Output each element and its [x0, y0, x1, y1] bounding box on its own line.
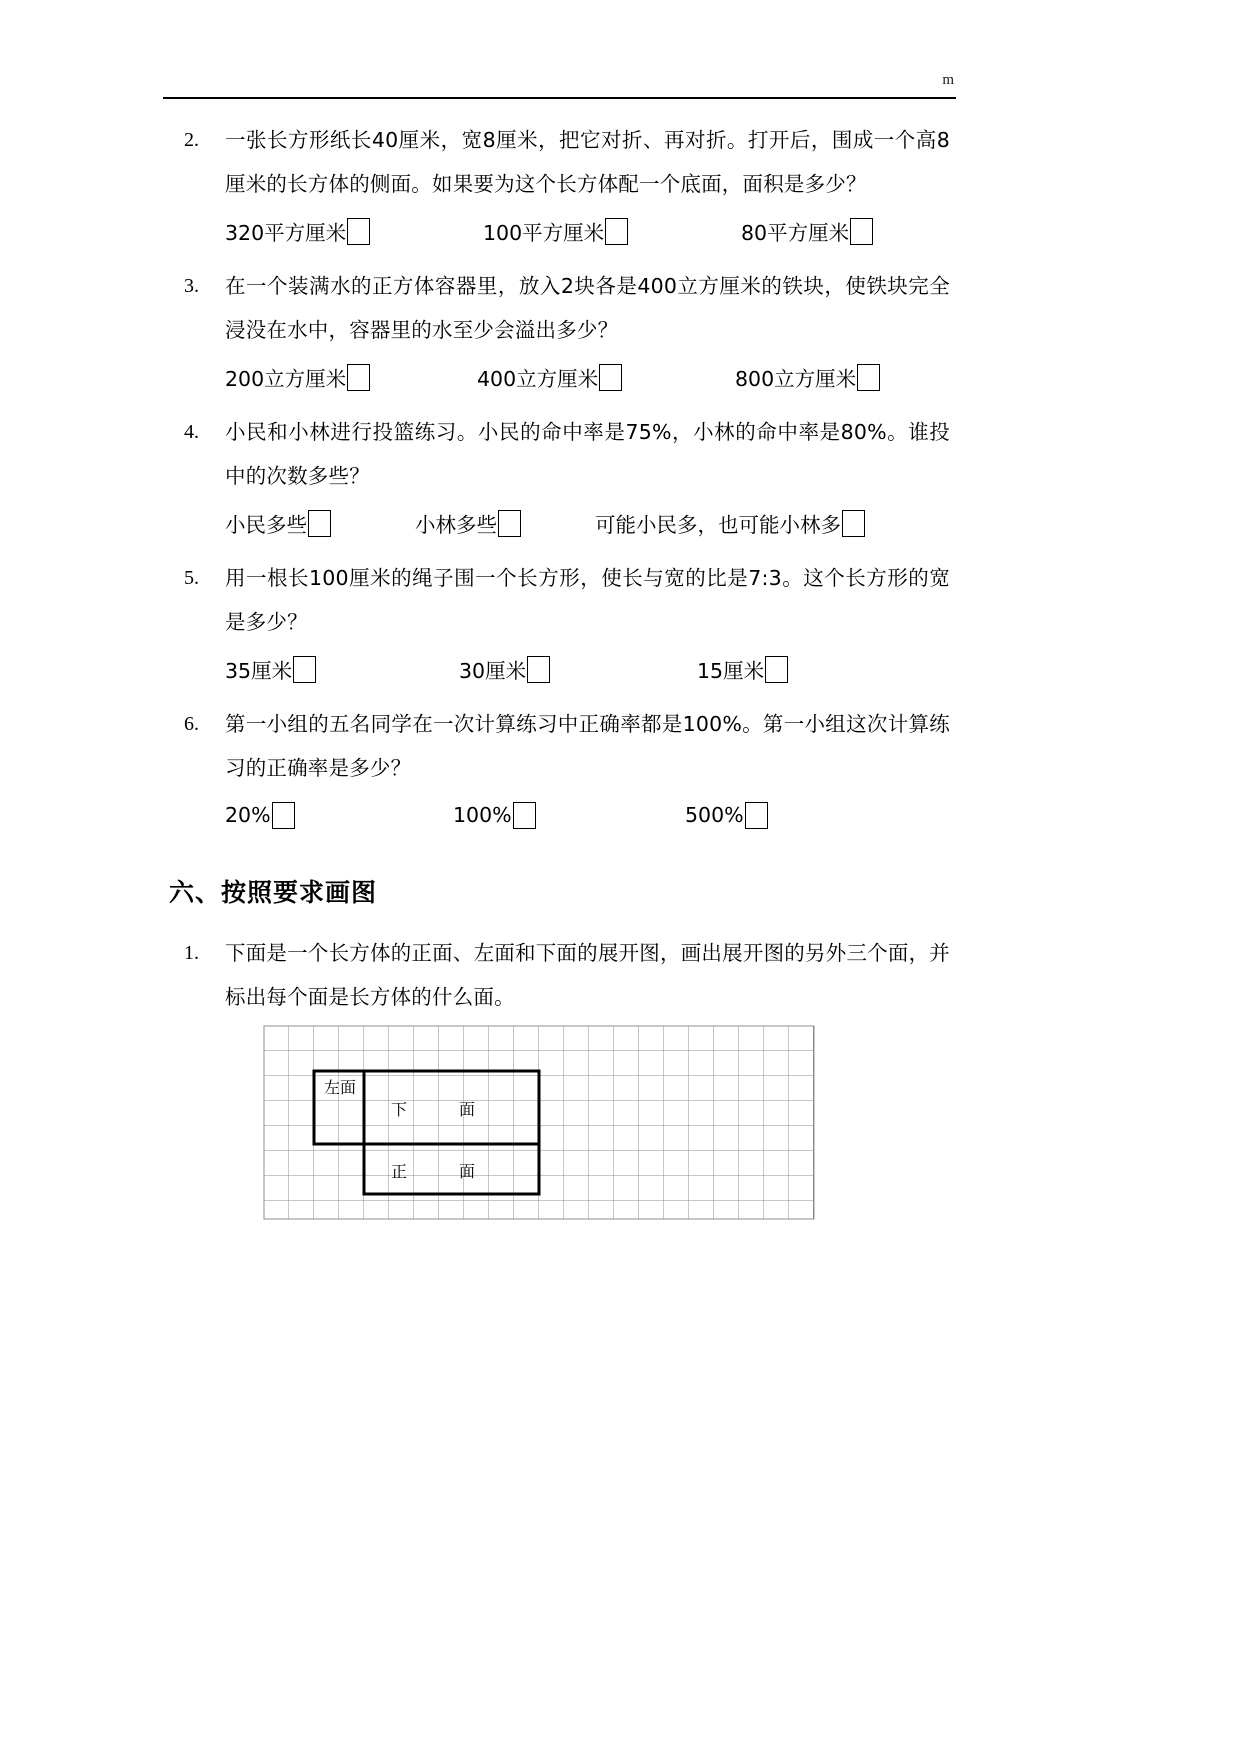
- checkbox-icon[interactable]: [857, 364, 880, 391]
- option-label: 15厘米: [697, 659, 765, 683]
- checkbox-icon[interactable]: [293, 656, 316, 683]
- question-block: [163, 264, 963, 352]
- question-block: [163, 556, 963, 644]
- option-choice[interactable]: [595, 507, 865, 539]
- option-label: 200立方厘米: [225, 367, 347, 391]
- option-choice[interactable]: [415, 507, 521, 539]
- option-label: 500%: [685, 803, 744, 827]
- option-choice[interactable]: [225, 507, 331, 539]
- option-choice[interactable]: [697, 653, 788, 685]
- option-label: 400立方厘米: [477, 367, 599, 391]
- option-label: 20%: [225, 803, 271, 827]
- checkbox-icon[interactable]: [599, 364, 622, 391]
- option-choice[interactable]: [685, 799, 768, 831]
- question-block: [163, 702, 963, 790]
- option-label: 35厘米: [225, 659, 293, 683]
- option-label: 小林多些: [415, 513, 497, 537]
- option-choice[interactable]: [741, 215, 873, 247]
- question-text: 用一根长100厘米的绳子围一个长方形，使长与宽的比是7:3。这个长方形的宽是多少？: [225, 566, 950, 634]
- option-choice[interactable]: [225, 799, 295, 831]
- question-block: [163, 118, 963, 206]
- option-label: 30厘米: [459, 659, 527, 683]
- question-number: 2.: [184, 129, 199, 151]
- question-number: 6.: [184, 713, 199, 735]
- question-block: [163, 931, 963, 1019]
- checkbox-icon[interactable]: [272, 802, 295, 829]
- face-label-bottom: 下 面: [391, 1100, 494, 1119]
- option-choice[interactable]: [453, 799, 536, 831]
- option-row: [225, 799, 963, 839]
- checkbox-icon[interactable]: [850, 218, 873, 245]
- option-choice[interactable]: [459, 653, 550, 685]
- question-number: 4.: [184, 421, 199, 443]
- checkbox-icon[interactable]: [842, 510, 865, 537]
- face-label-front: 正 面: [391, 1162, 494, 1181]
- unfolded-cuboid-figure: [263, 1025, 823, 1225]
- header-mark-text: m: [942, 72, 954, 88]
- checkbox-icon[interactable]: [513, 802, 536, 829]
- question-text: 小民和小林进行投篮练习。小民的命中率是75%，小林的命中率是80%。谁投中的次数多些？: [225, 420, 950, 488]
- checkbox-icon[interactable]: [347, 364, 370, 391]
- option-label: 80平方厘米: [741, 221, 850, 245]
- option-choice[interactable]: [225, 653, 316, 685]
- face-label-left: 左面: [324, 1078, 357, 1097]
- page-content: [163, 118, 963, 1225]
- option-label: 320平方厘米: [225, 221, 347, 245]
- question-block: [163, 410, 963, 498]
- option-label: 100平方厘米: [483, 221, 605, 245]
- page-header: [163, 72, 956, 104]
- question-text: 在一个装满水的正方体容器里，放入2块各是400立方厘米的铁块，使铁块完全浸没在水中，容器里的水至少会溢出多少？: [225, 274, 950, 342]
- question-number: 1.: [184, 942, 199, 964]
- option-label: 小民多些: [225, 513, 307, 537]
- option-row: [225, 653, 963, 693]
- question-number: 5.: [184, 567, 199, 589]
- header-divider: [163, 97, 956, 99]
- question-text: 一张长方形纸长40厘米，宽8厘米，把它对折、再对折。打开后，围成一个高8厘米的长方体的侧面。如果要为这个长方体配一个底面，面积是多少？: [225, 128, 950, 196]
- checkbox-icon[interactable]: [308, 510, 331, 537]
- option-row: [225, 507, 963, 547]
- option-choice[interactable]: [477, 361, 622, 393]
- option-label: 800立方厘米: [735, 367, 857, 391]
- option-choice[interactable]: [735, 361, 880, 393]
- question-text: 第一小组的五名同学在一次计算练习中正确率都是100%。第一小组这次计算练习的正确率是多少？: [225, 712, 950, 780]
- checkbox-icon[interactable]: [498, 510, 521, 537]
- option-row: [225, 215, 963, 255]
- option-choice[interactable]: [483, 215, 628, 247]
- question-number: 3.: [184, 275, 199, 297]
- option-label: 可能小民多，也可能小林多: [595, 513, 841, 537]
- option-row: [225, 361, 963, 401]
- checkbox-icon[interactable]: [527, 656, 550, 683]
- grid-canvas: [263, 1025, 817, 1221]
- checkbox-icon[interactable]: [765, 656, 788, 683]
- checkbox-icon[interactable]: [347, 218, 370, 245]
- option-choice[interactable]: [225, 215, 370, 247]
- option-choice[interactable]: [225, 361, 370, 393]
- question-text: 下面是一个长方体的正面、左面和下面的展开图，画出展开图的另外三个面，并标出每个面是长方体的什么面。: [225, 941, 950, 1009]
- checkbox-icon[interactable]: [745, 802, 768, 829]
- checkbox-icon[interactable]: [605, 218, 628, 245]
- option-label: 100%: [453, 803, 512, 827]
- section-heading: 六、按照要求画图: [169, 878, 378, 907]
